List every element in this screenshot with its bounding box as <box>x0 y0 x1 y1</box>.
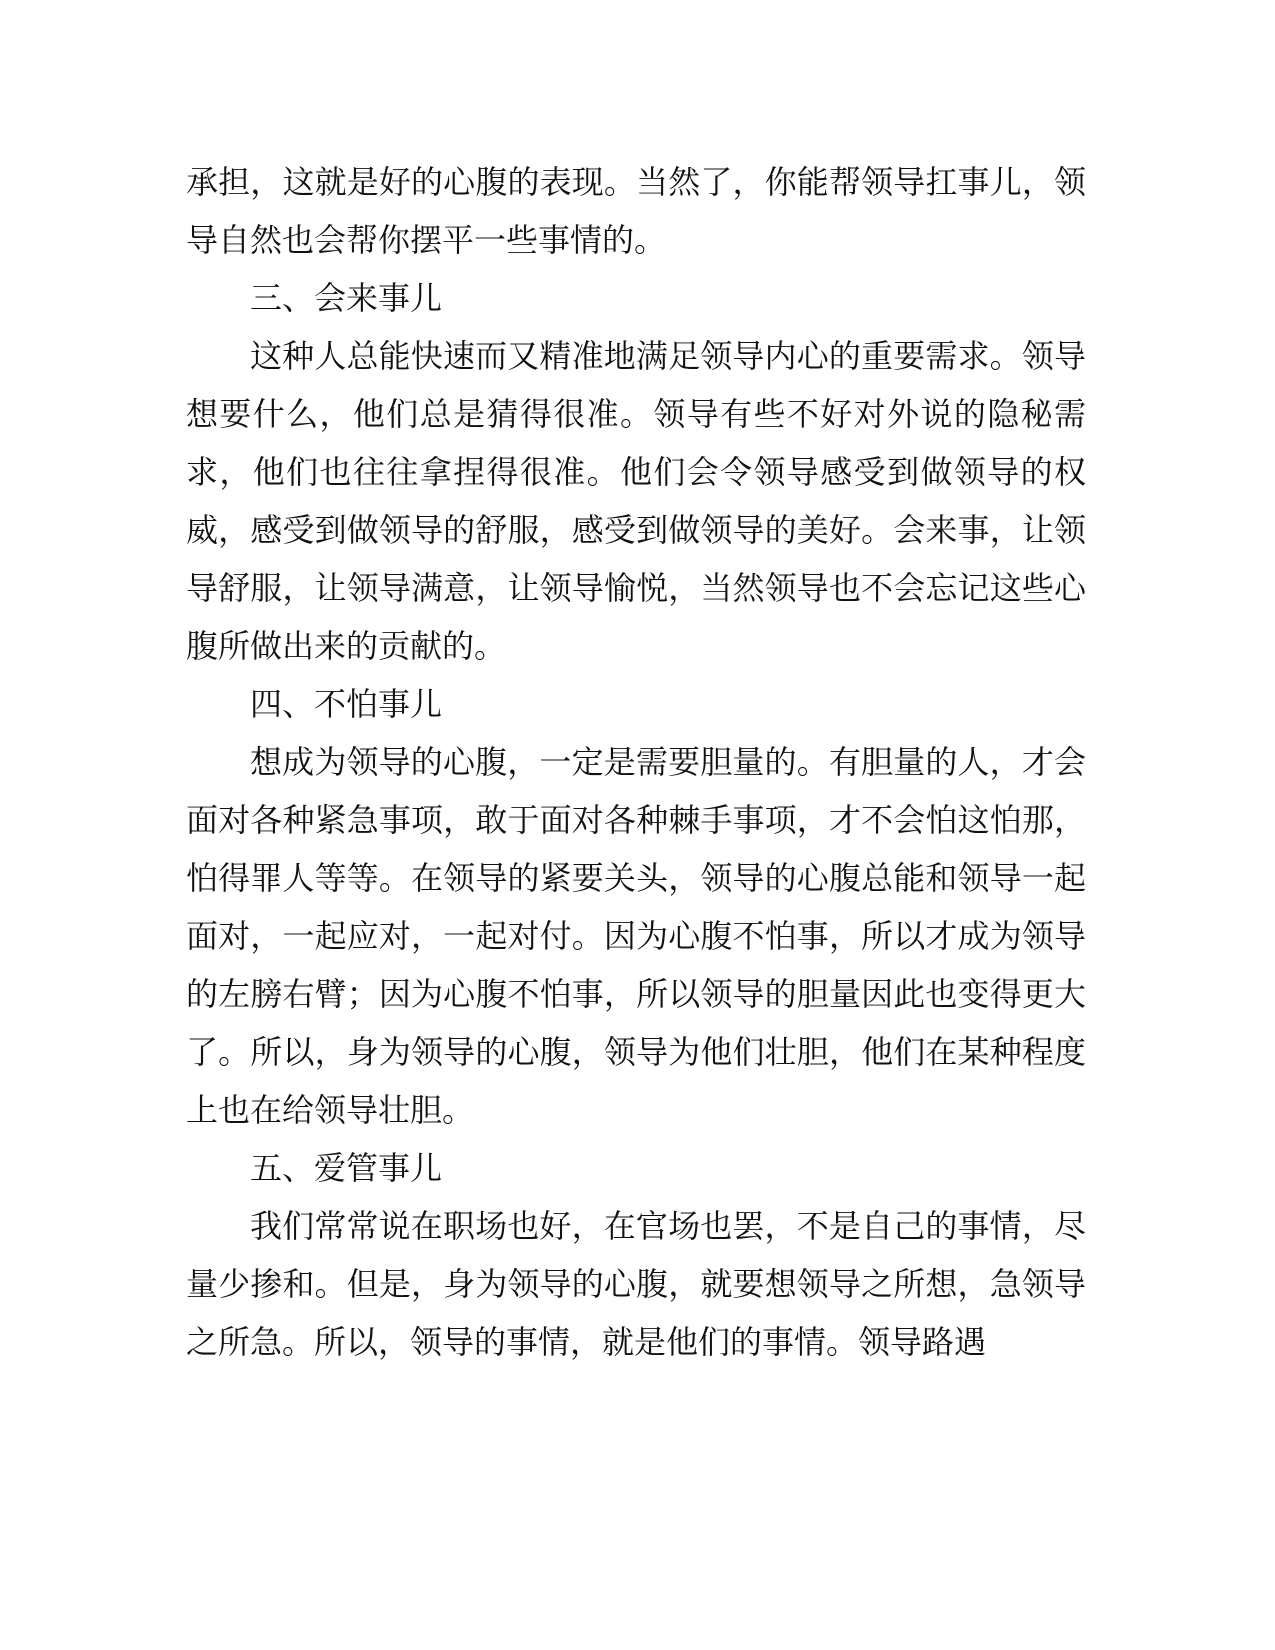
section-heading-five: 五、爱管事儿 <box>250 1149 443 1187</box>
document-body <box>186 153 1086 1371</box>
paragraph-section-four: 想成为领导的心腹，一定是需要胆量的。有胆量的人，才会面对各种紧急事项，敢于面对各种棘手事项，才不会怕这怕那，怕得罪人等等。在领导的紧要关头，领导的心腹总能和领导一起面对，一起应对，一起对付。因为心腹不怕事，所以才成为领导的左膀右臂；因为心腹不怕事，所以领导的胆量因此也变得更大了。所以，身为领导的心腹，领导为他们壮胆，他们在某种程度上也在给领导壮胆。 <box>186 743 1086 1129</box>
section-heading-three: 三、会来事儿 <box>250 279 443 317</box>
paragraph-section-five: 我们常常说在职场也好，在官场也罢，不是自己的事情，尽量少掺和。但是，身为领导的心腹，就要想领导之所想，急领导之所急。所以，领导的事情，就是他们的事情。领导路遇 <box>186 1207 1086 1361</box>
paragraph-section-three: 这种人总能快速而又精准地满足领导内心的重要需求。领导想要什么，他们总是猜得很准。领导有些不好对外说的隐秘需求，他们也往往拿捏得很准。他们会令领导感受到做领导的权威，感受到做领导的舒服，感受到做领导的美好。会来事，让领导舒服，让领导满意，让领导愉悦，当然领导也不会忘记这些心腹所做出来的贡献的。 <box>186 337 1086 665</box>
section-heading-four: 四、不怕事儿 <box>250 685 443 723</box>
paragraph-continuation: 承担，这就是好的心腹的表现。当然了，你能帮领导扛事儿，领导自然也会帮你摆平一些事情的。 <box>186 163 1086 259</box>
